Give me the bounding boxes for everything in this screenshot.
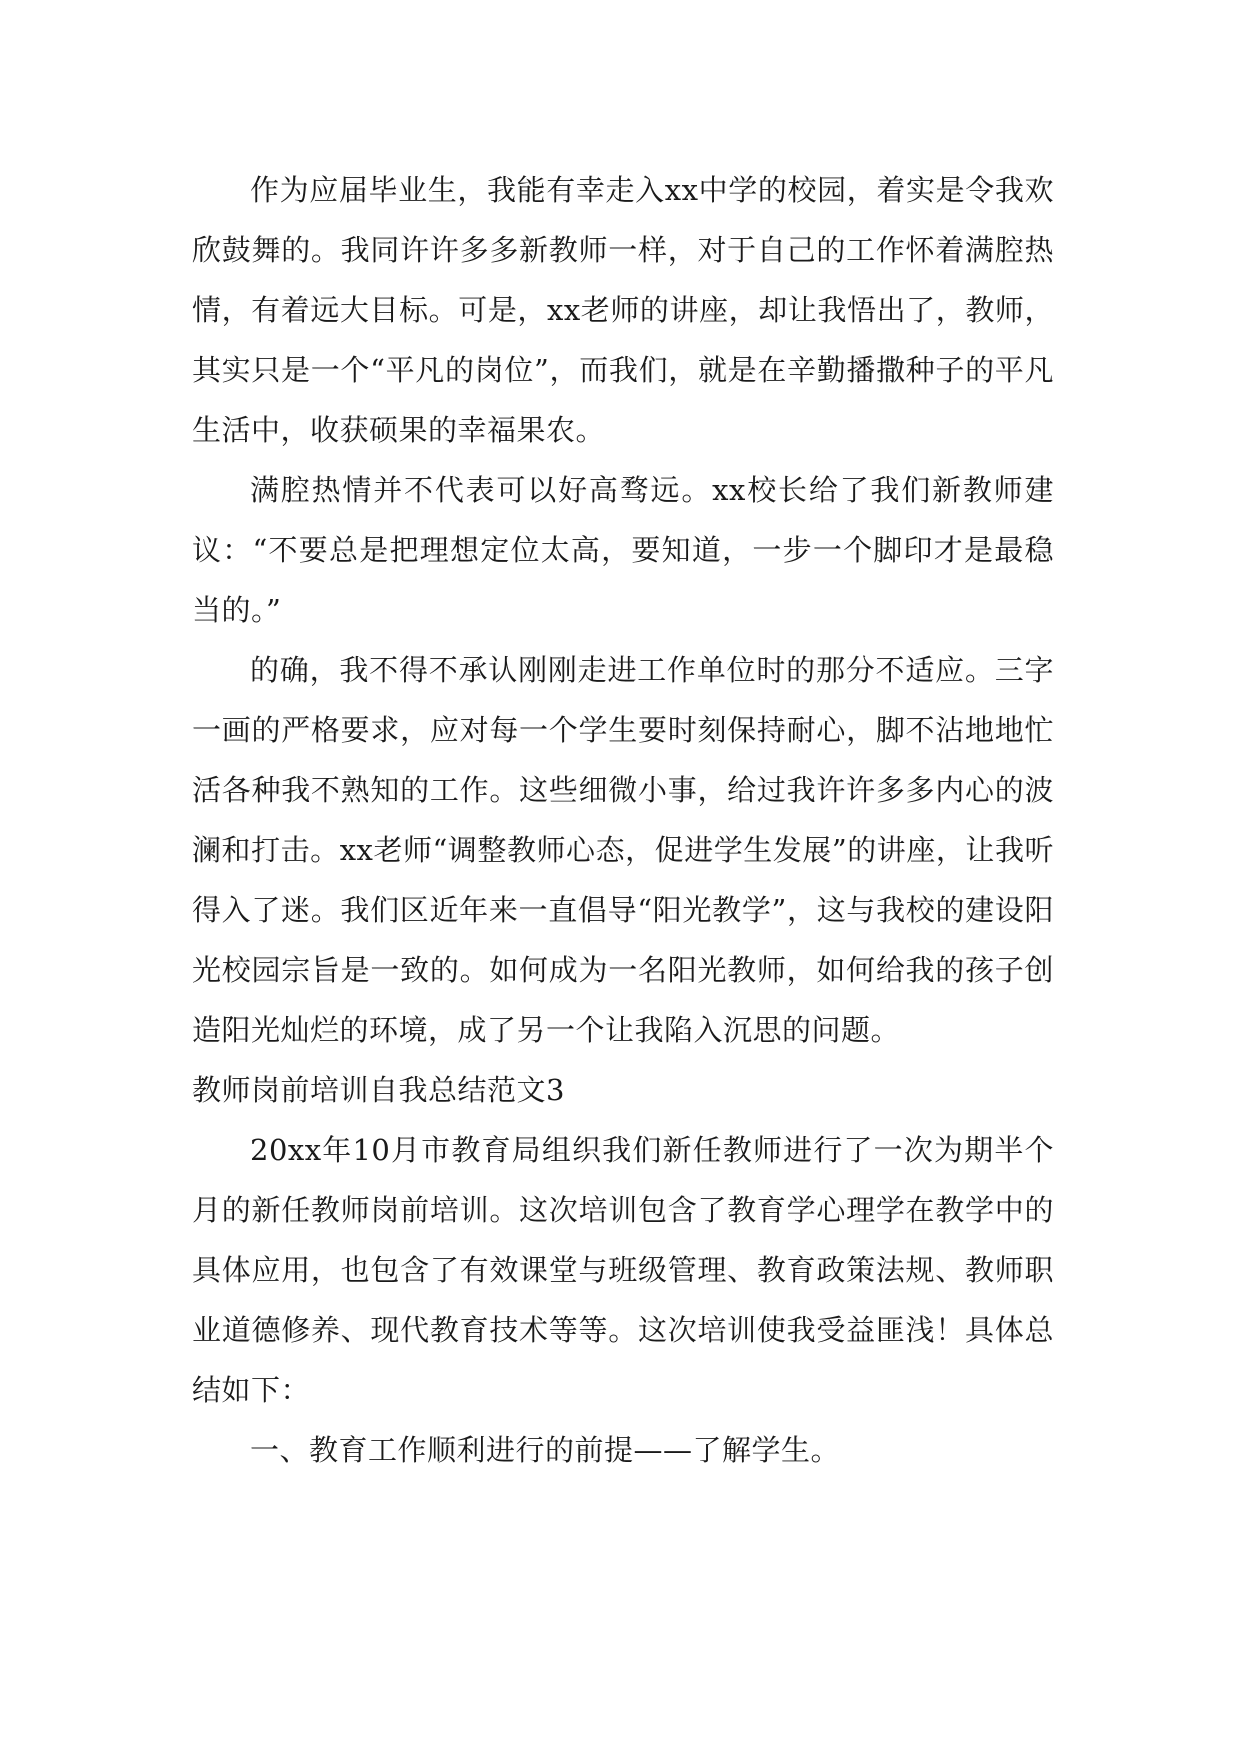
paragraph-2: 满腔热情并不代表可以好高骛远。xx校长给了我们新教师建议：“不要总是把理想定位太高，要知道，一步一个脚印才是最稳当的。”	[192, 473, 1054, 627]
document-body	[192, 160, 1054, 1480]
paragraph-3: 的确，我不得不承认刚刚走进工作单位时的那分不适应。三字一画的严格要求，应对每一个学生要时刻保持耐心，脚不沾地地忙活各种我不熟知的工作。这些细微小事，给过我许许多多内心的波澜和打击。xx老师“调整教师心态，促进学生发展”的讲座，让我听得入了迷。我们区近年来一直倡导“阳光教学”，这与我校的建设阳光校园宗旨是一致的。如何成为一名阳光教师，如何给我的孩子创造阳光灿烂的环境，成了另一个让我陷入沉思的问题。	[192, 653, 1054, 1047]
paragraph-1: 作为应届毕业生，我能有幸走入xx中学的校园，着实是令我欢欣鼓舞的。我同许许多多新教师一样，对于自己的工作怀着满腔热情，有着远大目标。可是，xx老师的讲座，却让我悟出了，教师，其实只是一个“平凡的岗位”，而我们，就是在辛勤播撒种子的平凡生活中，收获硕果的幸福果农。	[192, 173, 1054, 447]
section-heading: 教师岗前培训自我总结范文3	[192, 1073, 565, 1107]
section-paragraph-2: 一、教育工作顺利进行的前提——了解学生。	[250, 1433, 841, 1467]
section-paragraph-1: 20xx年10月市教育局组织我们新任教师进行了一次为期半个月的新任教师岗前培训。这次培训包含了教育学心理学在教学中的具体应用，也包含了有效课堂与班级管理、教育政策法规、教师职业道德修养、现代教育技术等等。这次培训使我受益匪浅！具体总结如下：	[192, 1133, 1054, 1407]
